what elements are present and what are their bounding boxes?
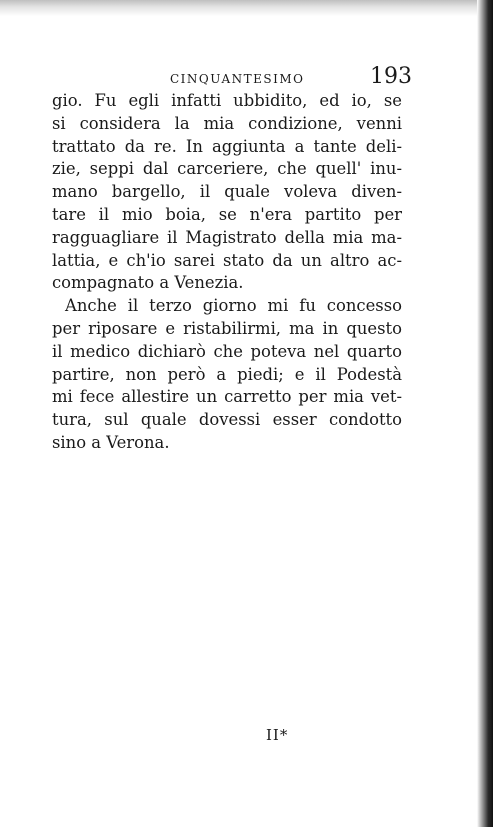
scan-top-edge — [0, 0, 493, 16]
text-line: zie, seppi dal carceriere, che quell' inu- — [52, 159, 402, 179]
text-line: per riposare e ristabilirmi, ma in questo — [52, 318, 402, 338]
text-line: Anche il terzo giorno mi fu concesso — [65, 296, 402, 316]
text-line: mano bargello, il quale voleva diven- — [52, 182, 402, 202]
scan-right-edge-shadow — [477, 0, 493, 827]
text-line: mi fece allestire un carretto per mia vet- — [52, 387, 402, 407]
page-number: 193 — [370, 64, 412, 89]
text-line: ragguagliare il Magistrato della mia ma- — [52, 227, 402, 247]
running-head: CINQUANTESIMO — [170, 72, 305, 86]
text-line: compagnato a Venezia. — [52, 273, 244, 293]
signature-mark: II* — [266, 726, 289, 744]
text-line: gio. Fu egli infatti ubbidito, ed io, se — [52, 91, 402, 110]
body-text — [52, 90, 402, 455]
text-line: il medico dichiarò che poteva nel quarto — [52, 341, 402, 361]
paragraph-1 — [52, 90, 402, 295]
text-line: partire, non però a piedi; e il Podestà — [52, 364, 402, 384]
text-line: tare il mio boia, se n'era partito per — [52, 204, 402, 224]
text-line: trattato da re. In aggiunta a tante deli- — [52, 136, 402, 156]
text-line: si considera la mia condizione, venni — [52, 113, 402, 133]
text-line: lattia, e ch'io sarei stato da un altro ac- — [52, 250, 402, 270]
text-line: tura, sul quale dovessi esser condotto — [52, 410, 402, 430]
paragraph-2 — [52, 295, 402, 455]
text-line: sino a Verona. — [52, 432, 170, 452]
